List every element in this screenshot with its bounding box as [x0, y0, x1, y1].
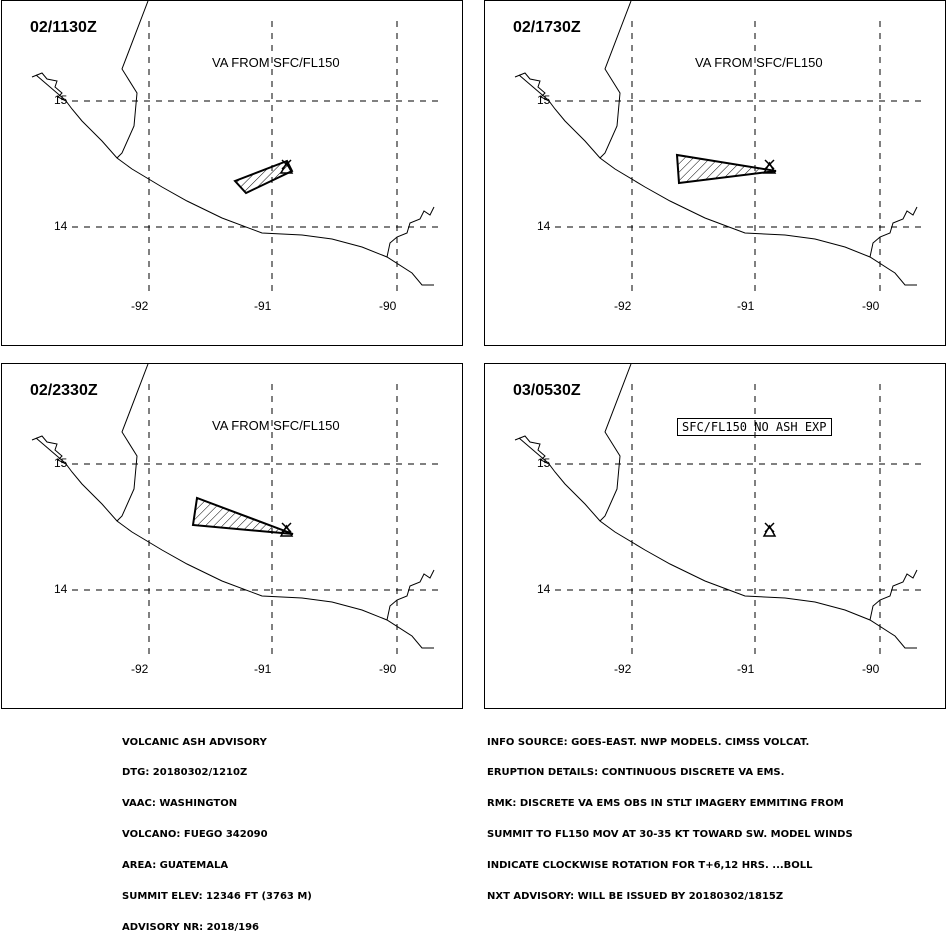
panel-note: VA FROM SFC/FL150 [212, 55, 340, 70]
forecast-panel-3 [1, 363, 463, 709]
lat-label-14: 14 [537, 582, 551, 596]
advisory-line: VAAC: WASHINGTON [122, 798, 238, 810]
coastline [515, 364, 917, 648]
coastline [32, 364, 434, 648]
map-svg [2, 1, 463, 346]
lon-label-92: -92 [131, 299, 149, 313]
lon-label-92: -92 [614, 662, 632, 676]
panel-time: 02/1130Z [30, 19, 97, 36]
lon-label-92: -92 [131, 662, 149, 676]
advisory-line: INDICATE CLOCKWISE ROTATION FOR T+6,12 HRS. ...BOLL [487, 860, 813, 872]
lon-label-91: -91 [254, 662, 272, 676]
lon-label-90: -90 [862, 299, 880, 313]
panel-note-boxed: SFC/FL150 NO ASH EXP [677, 418, 832, 436]
ash-area-polygon [677, 155, 776, 183]
advisory-header-left [122, 717, 312, 944]
advisory-line: ERUPTION DETAILS: CONTINUOUS DISCRETE VA EMS. [487, 767, 785, 779]
ash-area-polygon [235, 161, 292, 193]
panel-note: VA FROM SFC/FL150 [212, 418, 340, 433]
advisory-line: DTG: 20180302/1210Z [122, 767, 248, 779]
lat-label-14: 14 [537, 219, 551, 233]
lat-label-15: 15 [537, 456, 551, 470]
advisory-line: INFO SOURCE: GOES-EAST. NWP MODELS. CIMSS VOLCAT. [487, 736, 810, 748]
forecast-panel-4 [484, 363, 946, 709]
advisory-header-right [487, 717, 853, 913]
advisory-line: RMK: DISCRETE VA EMS OBS IN STLT IMAGERY EMMITING FROM [487, 798, 844, 810]
lat-label-15: 15 [54, 456, 68, 470]
lat-label-15: 15 [54, 93, 68, 107]
lat-label-14: 14 [54, 219, 68, 233]
forecast-panel-2 [484, 0, 946, 346]
coastline [32, 1, 434, 285]
lon-label-90: -90 [379, 662, 397, 676]
lon-label-91: -91 [254, 299, 272, 313]
panel-time: 03/0530Z [513, 382, 581, 399]
advisory-line: ADVISORY NR: 2018/196 [122, 921, 259, 933]
map-svg [485, 364, 946, 709]
forecast-panel-1 [1, 0, 463, 346]
map-svg [2, 364, 463, 709]
lon-label-91: -91 [737, 299, 755, 313]
panel-time: 02/1730Z [513, 19, 581, 36]
advisory-line: VOLCANO: FUEGO 342090 [122, 829, 268, 841]
map-svg [485, 1, 946, 346]
panel-note: VA FROM SFC/FL150 [695, 55, 823, 70]
lon-label-92: -92 [614, 299, 632, 313]
volcano-symbol [764, 523, 775, 536]
advisory-line: SUMMIT TO FL150 MOV AT 30-35 KT TOWARD SW. MODEL WINDS [487, 829, 853, 841]
ash-area-polygon [193, 498, 293, 534]
lon-label-90: -90 [379, 299, 397, 313]
coastline [515, 1, 917, 285]
advisory-line: SUMMIT ELEV: 12346 FT (3763 M) [122, 891, 312, 903]
lon-label-91: -91 [737, 662, 755, 676]
lat-label-14: 14 [54, 582, 68, 596]
advisory-line: VOLCANIC ASH ADVISORY [122, 736, 267, 748]
lon-label-90: -90 [862, 662, 880, 676]
lat-label-15: 15 [537, 93, 551, 107]
advisory-line: NXT ADVISORY: WILL BE ISSUED BY 20180302/1815Z [487, 891, 784, 903]
panel-time: 02/2330Z [30, 382, 98, 399]
advisory-line: AREA: GUATEMALA [122, 860, 229, 872]
